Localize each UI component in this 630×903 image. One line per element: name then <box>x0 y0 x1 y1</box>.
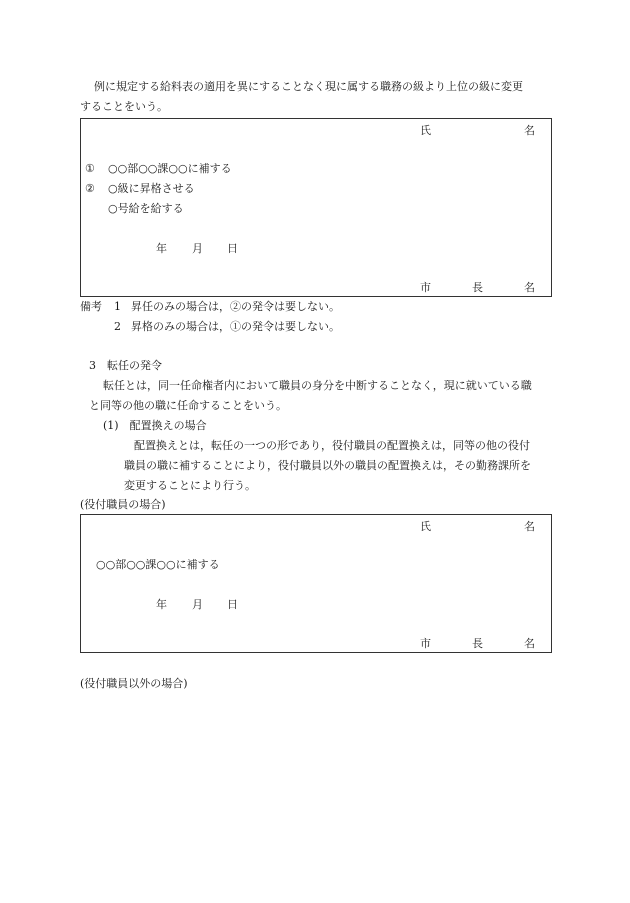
section3-para-line-1: 転任とは，同一任命権者内において職員の身分を中断することなく，現に就いている職 <box>103 379 532 392</box>
note1-text: 昇任のみの場合は，②の発令は要しない。 <box>131 300 340 313</box>
subsection-line-2: 職員の職に補することにより，役付職員以外の職員の配置換えは，その勤務課所を <box>124 459 531 472</box>
form2-name-label-2: 名 <box>524 520 535 533</box>
appointment-form-2 <box>80 514 552 653</box>
caption-non-managerial: (役付職員以外の場合) <box>80 677 188 690</box>
intro-line-1: 例に規定する給料表の適用を異にすることなく現に属する職務の級より上位の級に変更 <box>94 80 523 93</box>
subsection-line-3: 変更することにより行う。 <box>124 479 256 492</box>
note2-number: 2 <box>114 320 121 333</box>
form2-date-month: 月 <box>192 598 203 611</box>
form1-item2-marker: ② <box>85 182 95 195</box>
form1-item1-marker: ① <box>85 162 95 175</box>
section3-para-line-2: と同等の他の職に任命することをいう。 <box>89 399 287 412</box>
form2-mayor-2: 長 <box>472 637 483 650</box>
note1-number: 1 <box>114 300 121 313</box>
appointment-form-1 <box>80 118 552 297</box>
form2-mayor-1: 市 <box>420 637 431 650</box>
form1-date-year: 年 <box>156 242 167 255</box>
form1-item2-text: ○級に昇格させる <box>108 182 195 195</box>
form2-date-year: 年 <box>156 598 167 611</box>
note2-text: 昇格のみの場合は，①の発令は要しない。 <box>131 320 340 333</box>
form1-name-label-1: 氏 <box>420 124 431 137</box>
intro-line-2: することをいう。 <box>80 100 168 113</box>
notes-label: 備考 <box>80 300 102 313</box>
form1-name-label-2: 名 <box>524 124 535 137</box>
form2-name-label-1: 氏 <box>420 520 431 533</box>
form1-mayor-3: 名 <box>524 281 535 294</box>
form2-item-text: ○○部○○課○○に補する <box>96 558 220 571</box>
form2-date-day: 日 <box>227 598 238 611</box>
section3-heading: 3 転任の発令 <box>89 359 162 372</box>
form1-item3-text: ○号給を給する <box>108 202 184 215</box>
form1-mayor-1: 市 <box>420 281 431 294</box>
form1-date-day: 日 <box>227 242 238 255</box>
caption-managerial: (役付職員の場合) <box>80 498 166 511</box>
form1-item1-text: ○○部○○課○○に補する <box>108 162 232 175</box>
subsection-heading: (1) 配置換えの場合 <box>103 419 207 432</box>
form1-mayor-2: 長 <box>472 281 483 294</box>
form2-mayor-3: 名 <box>524 637 535 650</box>
form1-date-month: 月 <box>192 242 203 255</box>
subsection-line-1: 配置換えとは，転任の一つの形であり，役付職員の配置換えは，同等の他の役付 <box>134 439 530 452</box>
